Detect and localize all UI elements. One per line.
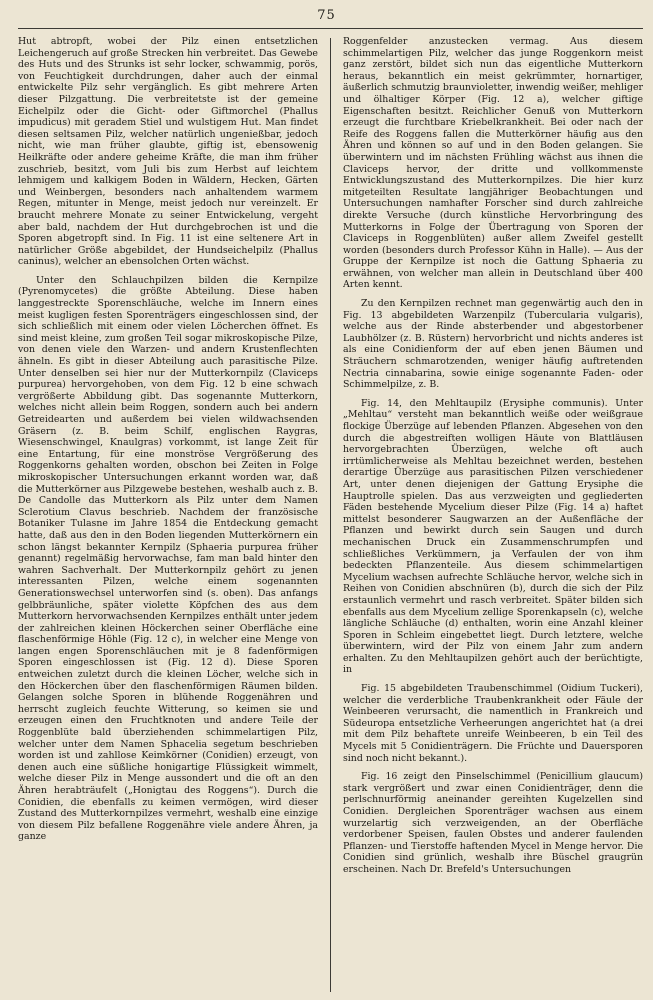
page-number: 75 (317, 8, 336, 23)
paragraph: Fig. 15 abgebildeten Traubenschimmel (Oidium Tuckeri), welcher die verderbliche Traubenkrankheit oder Fäule der Weinbeeren verursacht, die namentlich in Frankreich und Südeuropa entsetzliche Verheerungen angerichtet hat (a drei mit dem Pilz behaftete unreife Weinbeeren, b ein Teil des Mycels mit 5 Conidienträgern. Die Früchte und Dauersporen sind noch nicht bekannt.). (343, 683, 643, 764)
header-rule (18, 28, 643, 29)
paragraph: Fig. 16 zeigt den Pinselschimmel (Penicillium glaucum) stark vergrößert und zwar einen Conidienträger, denn die perlschnurförmig aneinander gereihten Kugelzellen sind Conidien. Dergleichen Sporenträger wachsen aus einem wurzelartig sich verzweigenden, an der Oberfläche verdorbener Speisen, faulen Obstes und anderer faulenden Pflanzen- und Tierstoffe haftenden Mycel in Menge hervor. Die Conidien sind grünlich, weshalb ihre Büschel graugrün erscheinen. Nach Dr. Brefeld's Untersuchungen (343, 771, 643, 875)
paragraph: Fig. 14, den Mehltaupilz (Erysiphe communis). Unter „Mehltau“ versteht man bekanntlich weiße oder weißgraue flockige Überzüge auf lebenden Pflanzen. Abgesehen von den durch die abgestreiften wolligen Häute von Blattläusen hervorgebrachten Überzügen, welche oft auch irrtümlicherweise als Mehltau bezeichnet werden, bestehen derartige Überzüge aus parasitischen Pilzen verschiedener Art, unter denen diejenigen der Gattung Erysiphe die Hauptrolle spielen. Das aus verzweigten und gegliederten Fäden bestehende Mycelium dieser Pilze (Fig. 14 a) haftet mittelst besonderer Saugwarzen an der Außenfläche der Pflanzen und bewirkt durch sein Saugen und durch mechanischen Druck ein Zusammenschrumpfen und schließliches Verkümmern, ja Verfaulen der von ihm bedeckten Pflanzenteile. Aus diesem schimmelartigen Mycelium wachsen aufrechte Schläuche hervor, welche sich in Reihen von Conidien abschnüren (b), durch die sich der Pilz erstaunlich vermehrt und rasch verbreitet. Später bilden sich ebenfalls aus dem Mycelium zellige Sporenkapseln (c), welche längliche Schläuche (d) enthalten, worin eine Anzahl kleiner Sporen in Schleim eingebettet liegt. Durch letztere, welche überwintern, wird der Pilz von einem Jahr zum andern erhalten. Zu den Mehltaupilzen gehört auch der berüchtigte, in (343, 397, 643, 676)
right-column (343, 36, 643, 994)
paragraph: Unter den Schlauchpilzen bilden die Kernpilze (Pyrenomycetes) die größte Abteilung. Diese haben langgestreckte Sporenschläuche, welche im Innern eines meist kugligen festen Sporenträgers eingeschlossen sind, der sich schließlich mit einem oder vielen Löcherchen öffnet. Es sind meist kleine, zum großen Teil sogar mikroskopische Pilze, von denen viele den Warzen- und andern Krustenflechten ähneln. Es gibt in dieser Abteilung auch parasitische Pilze. Unter denselben sei hier nur der Mutterkornpilz (Claviceps purpurea) hervorgehoben, von dem Fig. 12 b eine schwach vergrößerte Abbildung gibt. Das sogenannte Mutterkorn, welches nicht allein beim Roggen, sondern auch bei andern Getreidearten und außerdem bei vielen wildwachsenden Gräsern (z. B. beim Schilf, englischen Raygras, Wiesenschwingel, Knaulgras) vorkommt, ist lange Zeit für eine Entartung, für eine monströse Vergrößerung des Roggenkorns gehalten worden, obschon bei Zeiten in Folge mikroskopischer Untersuchungen erkannt worden war, daß die Mutterkörner aus Pilzgewebe bestehen, weshalb auch z. B. De Candolle das Mutterkorn als Pilz unter dem Namen Sclerotium Clavus beschrieb. Nachdem der französische Botaniker Tulasne im Jahre 1854 die Entdeckung gemacht hatte, daß aus den in den Boden liegenden Mutterkörnern ein schon längst bekannter Kernpilz (Sphaeria purpurea früher genannt) regelmäßig hervorwachse, fam man bald hinter den wahren Sachverhalt. Der Mutterkornpilz gehört zu jenen interessanten Pilzen, welche einem sogenannten Generationswechsel unterworfen sind (s. oben). Das anfangs gelbbräunliche, später violette Köpfchen des aus dem Mutterkorn hervorwachsenden Kernpilzes enthält unter jedem der zahlreichen kleinen Höckerchen seiner Oberfläche eine flaschenförmige Höhle (Fig. 12 c), in welcher eine Menge von langen engen Sporenschläuchen mit je 8 fadenförmigen Sporen eingeschlossen ist (Fig. 12 d). Diese Sporen entweichen zuletzt durch die kleinen Löcher, welche sich in den Höckerchen über den flaschenförmigen Räumen bilden. Gelangen solche Sporen in blühende Roggenähren und herrscht zugleich feuchte Witterung, so keimen sie und erzeugen einen den Fruchtknoten und andere Teile der Roggenblüte bald überziehenden schimmelartigen Pilz, welcher unter dem Namen Sphacelia segetum beschrieben worden ist und zahllose Keimkörner (Conidien) erzeugt, von denen auch eine süßliche honigartige Flüssigkeit wimmelt, welche dieser Pilz in Menge aussondert und die oft an den Ähren herabträufelt („Honigtau des Roggens“). Durch die Conidien, die ebenfalls zu keimen vermögen, wird dieser Zustand des Mutterkornpilzes vermehrt, weshalb eine einzige von diesem Pilz befallene Roggenähre viele andere Ähren, ja ganze (18, 274, 318, 843)
text-columns (18, 36, 643, 994)
paragraph: Zu den Kernpilzen rechnet man gegenwärtig auch den in Fig. 13 abgebildeten Warzenpilz (Tubercularia vulgaris), welche aus der Rinde absterbender und abgestorbener Laubhölzer (z. B. Rüstern) hervorbricht und nichts anderes ist als eine Conidienform der auf eben jenen Bäumen und Sträuchern schmarotzenden, weniger häufig auftretenden Nectria cinnabarina, sowie einige sogenannte Faden- oder Schimmelpilze, z. B. (343, 298, 643, 391)
left-column (18, 36, 318, 994)
column-divider (330, 38, 331, 992)
paragraph: Hut abtropft, wobei der Pilz einen entsetzlichen Leichengeruch auf große Strecken hin verbreitet. Das Gewebe des Huts und des Strunks ist sehr locker, schwammig, porös, von Feuchtigkeit durchdrungen, daher auch der einmal entwickelte Pilz sehr vergänglich. Es gibt mehrere Arten dieser Pilzgattung. Die verbreitetste ist der gemeine Eichelpilz oder die Gicht- oder Giftmorchel (Phallus impudicus) mit geradem Stiel und wulstigem Hut. Man findet diesen seltsamen Pilz, welcher natürlich ungenießbar, jedoch nicht, wie man früher glaubte, giftig ist, ebensowenig Heilkräfte oder andere geheime Kräfte, die man ihm früher zuschrieb, besitzt, vom Juli bis zum Herbst auf leichtem lehmigem und kalkigem Boden in Wäldern, Hecken, Gärten und Weinbergen, besonders nach anhaltendem warmem Regen, mitunter in Menge, meist jedoch nur vereinzelt. Er braucht mehrere Monate zu seiner Entwickelung, vergeht aber bald, nachdem der Hut durchgebrochen ist und die Sporen abgetropft sind. In Fig. 11 ist eine seltenere Art in natürlicher Größe abgebildet, der Hundseichelpilz (Phallus caninus), welcher an ebensolchen Orten wächst. (18, 36, 318, 268)
paragraph: Roggenfelder anzustecken vermag. Aus diesem schimmelartigen Pilz, welcher das junge Roggenkorn meist ganz zerstört, bildet sich nun das eigentliche Mutterkorn heraus, bekanntlich ein meist gekrümmter, hornartiger, äußerlich schmutzig braunvioletter, inwendig weißer, mehliger und ölhaltiger Körper (Fig. 12 a), welcher giftige Eigenschaften besitzt. Reichlicher Genuß von Mutterkorn erzeugt die furchtbare Kriebelkrankheit. Bei oder nach der Reife des Roggens fallen die Mutterkörner häufig aus den Ähren und können so auf und in den Boden gelangen. Sie überwintern und im nächsten Frühling wächst aus ihnen die Claviceps hervor, der dritte und vollkommenste Entwicklungszustand des Mutterkornpilzes. Die hier kurz mitgeteilten Resultate langjähriger Beobachtungen und Untersuchungen namhafter Forscher sind durch zahlreiche direkte Versuche (durch künstliche Hervorbringung des Mutterkorns in Folge der Übertragung von Sporen der Claviceps in Roggenblüten) außer allem Zweifel gestellt worden (besonders durch Professor Kühn in Halle). — Aus der Gruppe der Kernpilze ist noch die Gattung Sphaeria zu erwähnen, von welcher man allein in Deutschland über 400 Arten kennt. (343, 36, 643, 291)
